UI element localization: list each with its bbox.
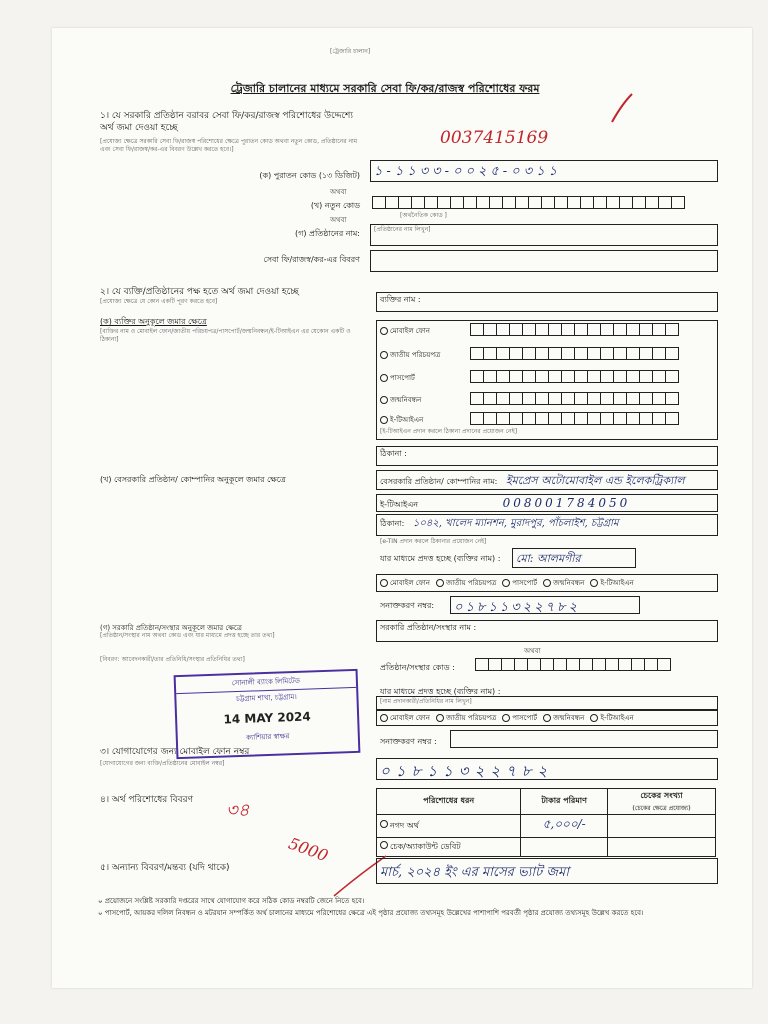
handwritten-red-5000: 5000 — [285, 833, 331, 866]
section3-heading: ৩। যোগাযোগের জন্য মোবাইল ফোন নম্বর — [100, 747, 250, 757]
company-radio-passport[interactable]: পাসপোর্ট — [502, 577, 537, 589]
company-name-field[interactable] — [376, 470, 718, 490]
col-payment-type: পরিশোধের ধরন — [377, 789, 521, 815]
nid-cells[interactable] — [470, 347, 678, 360]
company-etin-value: 008001784050 — [502, 496, 631, 510]
etin-cells[interactable] — [470, 412, 678, 425]
company-id-field[interactable]: ০১৮১১৩২২৭৮২ — [450, 596, 640, 614]
stamp-line2: চট্টগ্রাম শাখা, চট্টগ্রাম। — [235, 692, 297, 704]
section2a-note: [ব্যক্তির নাম ও মোবাইল ফোন/জাতীয় পরিচয়পত্র/পাসপোর্ট/জন্মনিবন্ধন/ই-টিআইএন এর যেকোন একটি ও ঠিকানা] — [100, 328, 351, 343]
company-etin-field[interactable] — [376, 494, 718, 512]
row2-type[interactable]: চেক/অ্যাকাউন্ট ডেবিট — [377, 838, 521, 857]
company-radio-etin[interactable]: ই-টিআইএন — [590, 577, 633, 589]
footnote-1: ০ প্রয়োজনে সংশ্লিষ্ট সরকারি দপ্তরের সাথে যোগাযোগ করে সঠিক কোড নম্বরটি জেনে নিতে হবে। — [98, 897, 365, 905]
col-cheque-note: (চেকের ক্ষেত্রে প্রযোজ্য) — [632, 805, 691, 812]
company-etin-label: ই-টিআইএন — [380, 500, 419, 509]
section1-heading: ১। যে সরকারি প্রতিষ্ঠান বরাবর সেবা ফি/কর/রাজস্ব পরিশোধের উদ্দেশ্যে অর্থ জমা দেওয়া হচ্ছে — [100, 111, 353, 133]
row1-amount[interactable]: ৫,০০০/- — [521, 815, 608, 838]
address-field[interactable] — [376, 446, 718, 466]
stamp-line1: সোনালী ব্যাংক লিমিটেড — [176, 671, 356, 694]
or-text-2: অথবা — [330, 216, 347, 224]
address-label: ঠিকানা : — [380, 449, 407, 458]
gov-name-field[interactable] — [376, 620, 718, 642]
company-radio-mobile[interactable]: মোবাইল ফোন — [380, 577, 430, 589]
radio-etin[interactable]: ই-টিআইএন — [380, 414, 423, 426]
page-title: ট্রেজারি চালানের মাধ্যমে সরকারি সেবা ফি/কর/রাজস্ব পরিশোধের ফরম — [230, 82, 540, 95]
gov-via-label: যার মাধ্যমে প্রদত্ত হচ্ছে (ব্যক্তির নাম) : — [380, 687, 501, 696]
gov-id-type-row — [376, 710, 718, 726]
gov-id-field[interactable] — [450, 730, 718, 748]
mobile-cells[interactable] — [470, 323, 678, 336]
company-tin-note: [e-TIN প্রদান করলে ঠিকানার প্রয়োজন নেই] — [380, 538, 487, 545]
person-name-field[interactable] — [376, 292, 718, 312]
gov-name-label: সরকারি প্রতিষ্ঠান/সংস্থার নাম : — [380, 623, 477, 632]
gov-radio-mobile[interactable]: মোবাইল ফোন — [380, 712, 430, 724]
col-cheque — [607, 789, 715, 815]
stamp-date: 14 MAY 2024 — [223, 709, 311, 727]
section3-note: [যোগাযোগের জন্য ব্যক্তি/প্রতিষ্ঠানের মোবাইল নম্বর] — [100, 760, 225, 767]
or-text-1: অথবা — [330, 188, 347, 196]
section2a-heading: (ক) ব্যক্তির অনুকূলে জমার ক্ষেত্রে — [100, 317, 207, 326]
company-id-type-row — [376, 574, 718, 592]
gov-via-note: [নাম প্রদানকারী/প্রতিনিধির নাম লিখুন] — [380, 698, 472, 705]
stamp-line3: ক্যাশিয়ার স্বাক্ষর — [246, 732, 290, 742]
org-name-label: (গ) প্রতিষ্ঠানের নাম: — [295, 229, 360, 238]
or-text-3: অথবা — [524, 647, 541, 655]
section2c-note: [প্রতিষ্ঠান/সংস্থার নাম অথবা কোড এবং যার মাধ্যমে প্রদত্ত হচ্ছে তার তথ্য] — [100, 632, 275, 639]
gov-radio-etin[interactable]: ই-টিআইএন — [590, 712, 633, 724]
row2-amount[interactable] — [521, 838, 608, 857]
row1-cheque[interactable] — [607, 815, 715, 838]
company-via-label: যার মাধ্যমে প্রদত্ত হচ্ছে (ব্যক্তির নাম) : — [380, 554, 501, 563]
section2c-note2: [বিবরণ: আবেদনকারী/তার প্রতিনিধি/সংস্থার প্রতিনিধির তথ্য] — [100, 656, 245, 663]
fee-description-label: সেবা ফি/রাজস্ব/কর-এর বিবরণ — [263, 255, 360, 264]
org-name-field[interactable] — [370, 224, 718, 246]
etin-note: [ই-টিআইএন প্রদান করলে ঠিকানা প্রদানের প্রয়োজন নেই] — [380, 428, 518, 435]
gov-id-label: সনাক্তকরণ নম্বর : — [380, 737, 437, 746]
gov-radio-nid[interactable]: জাতীয় পরিচয়পত্র — [436, 712, 496, 724]
radio-birth[interactable]: জন্মনিবন্ধন — [380, 394, 421, 406]
radio-mobile[interactable]: মোবাইল ফোন — [380, 325, 430, 337]
company-radio-nid[interactable]: জাতীয় পরিচয়পত্র — [436, 577, 496, 589]
gov-radio-passport[interactable]: পাসপোর্ট — [502, 712, 537, 724]
handwritten-red-note: ৩৪ — [226, 800, 250, 821]
company-radio-birth[interactable]: জন্মনিবন্ধন — [543, 577, 584, 589]
company-name-label: বেসরকারি প্রতিষ্ঠান/ কোম্পানির নাম: — [380, 477, 498, 486]
red-check-mark — [608, 92, 638, 126]
section1-note: [প্রযোজ্য ক্ষেত্রে সরকারি সেবা ফি/রাজস্ব পরিশোধের ক্ষেত্রে পুরাতন কোড অথবা নতুন কোড, প্রতিষ্ঠানের নাম এবং সেবা ফি/রাজস্ব/কর-এর বিবরণ উল্লেখ করতে হবে।] — [100, 138, 358, 153]
gov-via-field[interactable] — [376, 696, 718, 710]
radio-nid[interactable]: জাতীয় পরিচয়পত্র — [380, 349, 440, 361]
radio-passport[interactable]: পাসপোর্ট — [380, 372, 415, 384]
fee-description-field[interactable] — [370, 250, 718, 272]
new-code-label: (খ) নতুন কোড — [310, 201, 360, 210]
contact-mobile-field[interactable]: ০১৮১১৩২২৭৮২ — [376, 758, 718, 780]
handwritten-number: 0037415169 — [440, 128, 549, 148]
remarks-field[interactable]: মার্চ, ২০২৪ ইং এর মাসের ভ্যাট জমা — [376, 858, 718, 884]
section2-heading: ২। যে ব্যক্তি/প্রতিষ্ঠানের পক্ষ হতে অর্থ জমা দেওয়া হচ্ছে — [100, 287, 299, 297]
row1-type[interactable]: নগদ অর্থ — [377, 815, 521, 838]
section2b-heading: (খ) বেসরকারি প্রতিষ্ঠান/ কোম্পানির অনুকূলে জমার ক্ষেত্রে — [100, 475, 286, 484]
old-code-field[interactable]: ১-১১৩৩-০০২৫-০৩১১ — [370, 160, 718, 182]
gov-code-label: প্রতিষ্ঠান/সংস্থার কোড : — [380, 663, 455, 672]
section2-note: [প্রযোজ্য ক্ষেত্রে যে কোন একটি পূরণ করতে হবে] — [100, 298, 218, 305]
footnote-2: ০ পাসপোর্ট, আয়কর দলিল নিবন্ধন ও মটরযান সম্পর্কিত অর্থ চালানের মাধ্যমে পরিশোধের ক্ষেত্রে এই পৃষ্ঠার প্রযোজ্য তথ্যসমূহ উল্লেখের পাশাপাশি পরবর্তী পৃষ্ঠার প্রযোজ্য তথ্যসমূহ উল্লেখ করতে হবে। — [98, 909, 644, 917]
new-code-note: [অর্থনৈতিক কোড ] — [400, 212, 447, 219]
section5-heading: ৫। অন্যান্য বিবরণ/মন্তব্য (যদি থাকে) — [100, 863, 230, 873]
section4-heading: ৪। অর্থ পরিশোধের বিবরণ — [100, 795, 194, 805]
company-address-value: ১০৪২, খালেদ ম্যানশন, মুরাদপুর, পাঁচলাইশ, চট্টগ্রাম — [412, 518, 619, 529]
row2-cheque[interactable] — [607, 838, 715, 857]
col-cheque-label: চেকের সংখ্যা — [640, 791, 683, 800]
passport-cells[interactable] — [470, 370, 678, 383]
gov-radio-birth[interactable]: জন্মনিবন্ধন — [543, 712, 584, 724]
new-code-cells[interactable] — [372, 196, 684, 209]
section2c-heading: (গ) সরকারি প্রতিষ্ঠান/সংস্থার অনুকূলে জমার ক্ষেত্রে — [100, 624, 242, 632]
org-name-note: [প্রতিষ্ঠানের নাম লিখুন] — [374, 226, 431, 233]
company-name-value: ইমপ্রেস অটোমোবাইল এন্ড ইলেকট্রিক্যাল — [505, 474, 685, 487]
person-name-label: ব্যক্তির নাম : — [380, 295, 421, 304]
birth-cells[interactable] — [470, 392, 678, 405]
company-address-field[interactable] — [376, 514, 718, 536]
col-amount: টাকার পরিমাণ — [521, 789, 608, 815]
table-row — [377, 815, 716, 838]
company-address-label: ঠিকানা: — [380, 519, 405, 528]
gov-code-cells[interactable] — [475, 658, 670, 671]
header-top: [ট্রেজারি চালান] — [330, 48, 371, 55]
company-id-label: সনাক্তকরণ নম্বর: — [380, 601, 435, 610]
table-row — [377, 838, 716, 857]
payment-table — [376, 788, 716, 857]
old-code-label: (ক) পুরাতন কোড (১৩ ডিজিট) — [259, 171, 360, 180]
company-via-field[interactable]: মো: আলমগীর — [512, 548, 636, 568]
